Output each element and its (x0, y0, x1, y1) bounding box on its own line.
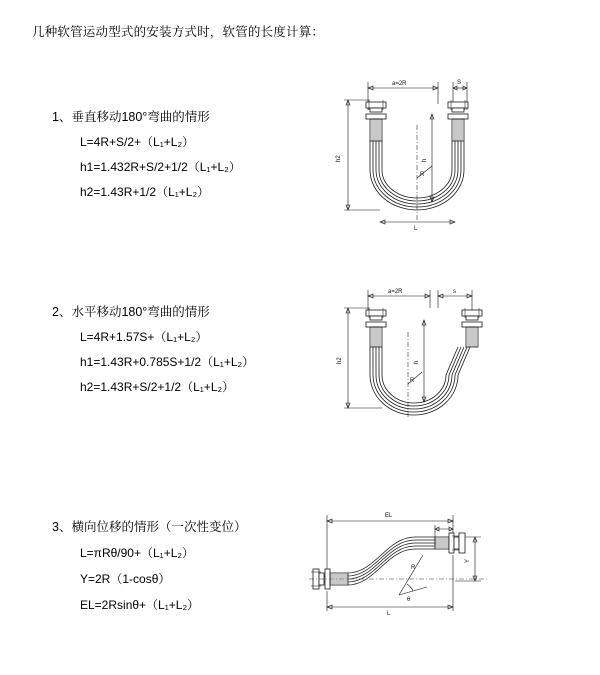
svg-text:h2: h2 (337, 357, 343, 364)
svg-text:θ: θ (407, 597, 411, 603)
section-3-formula-1: L=πRθ/90+（L₁+L₂） (80, 546, 195, 560)
svg-text:R: R (410, 378, 415, 384)
svg-text:a=2R: a=2R (388, 289, 403, 295)
svg-text:R: R (420, 172, 425, 178)
section-1-formula-1: L=4R+S/2+（L₁+L₂） (80, 135, 195, 149)
section-2-formula-3: h2=1.43R+S/2+1/2（L₁+L₂） (80, 380, 235, 394)
section-3-formula-2: Y=2R（1-cosθ） (80, 572, 171, 586)
section-2-title: 2、水平移动180°弯曲的情形 (52, 305, 210, 319)
svg-text:L: L (414, 226, 418, 232)
svg-text:a=2R: a=2R (392, 81, 407, 87)
svg-text:L: L (387, 611, 391, 617)
page-title: 几种软管运动型式的安装方式时，软管的长度计算： (32, 25, 325, 39)
section-1-formula-2: h1=1.432R+S/2+1/2（L₁+L₂） (80, 160, 241, 174)
figure-1 (320, 70, 500, 260)
section-3 (0, 515, 600, 655)
svg-text:EL: EL (385, 513, 393, 519)
svg-text:Y: Y (465, 558, 471, 563)
svg-text:s: s (453, 289, 456, 295)
svg-text:S: S (457, 80, 462, 86)
section-2 (0, 289, 600, 460)
section-2-formula-2: h1=1.43R+0.785S+1/2（L₁+L₂） (80, 355, 255, 369)
section-3-title: 3、横向位移的情形（一次性变位） (52, 520, 247, 534)
figure-2 (320, 280, 500, 450)
section-1-title: 1、垂直移动180°弯曲的情形 (52, 110, 210, 124)
figure-3 (295, 503, 495, 633)
svg-text:h: h (414, 360, 420, 364)
section-1 (0, 80, 600, 265)
svg-text:h2: h2 (336, 155, 342, 162)
section-1-formula-3: h2=1.43R+1/2（L₁+L₂） (80, 185, 210, 199)
svg-text:h: h (422, 158, 428, 162)
svg-text:R: R (411, 565, 416, 571)
section-3-formula-3: EL=2Rsinθ+（L₁+L₂） (80, 598, 200, 612)
section-2-formula-1: L=4R+1.57S+（L₁+L₂） (80, 330, 208, 344)
